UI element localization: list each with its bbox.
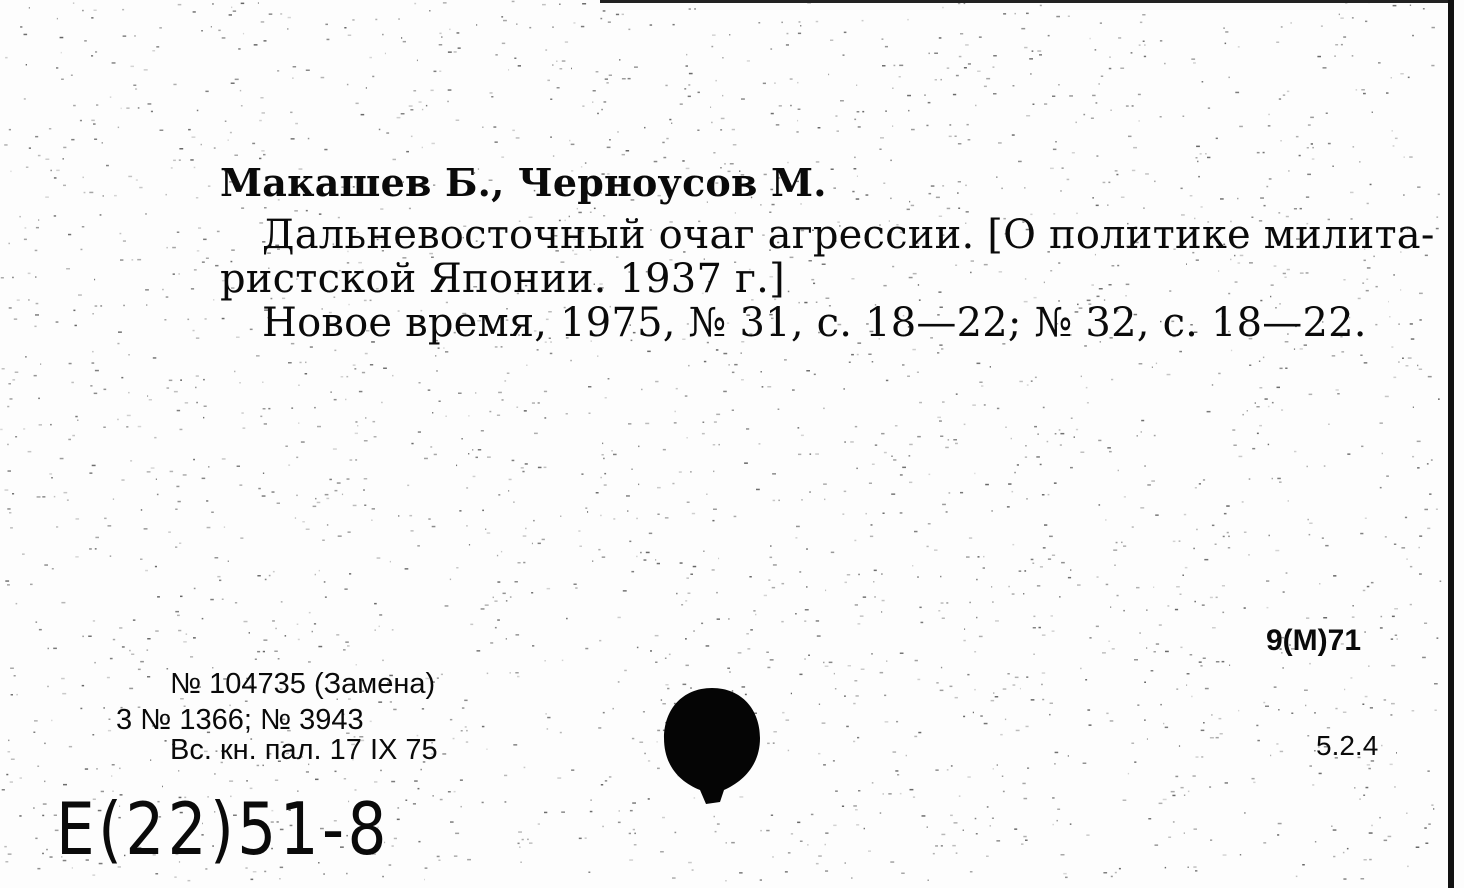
inventory-refs: 3 № 1366; № 3943 <box>116 704 364 736</box>
handwritten-shelf-code: E(22)51-8 <box>56 787 390 871</box>
card-authors: Макашев Б., Черноусов М. <box>220 160 827 205</box>
card-title-line-2: ристской Японии. 1937 г.] <box>220 256 785 302</box>
card-source: Новое время, 1975, № 31, с. 18—22; № 32, с. 18—22. <box>262 300 1367 346</box>
inventory-number: № 104735 (Замена) <box>170 668 436 700</box>
card-title-line-1: Дальневосточный очаг агрессии. [О политике милита- <box>262 212 1435 258</box>
inventory-date: Вс. кн. пал. 17 IX 75 <box>170 734 438 766</box>
card-right-edge <box>1448 0 1454 888</box>
card-top-edge <box>600 0 1448 3</box>
punch-hole-icon <box>660 684 764 808</box>
classification-index: 9(М)71 <box>1266 624 1362 657</box>
section-code: 5.2.4 <box>1316 730 1379 761</box>
